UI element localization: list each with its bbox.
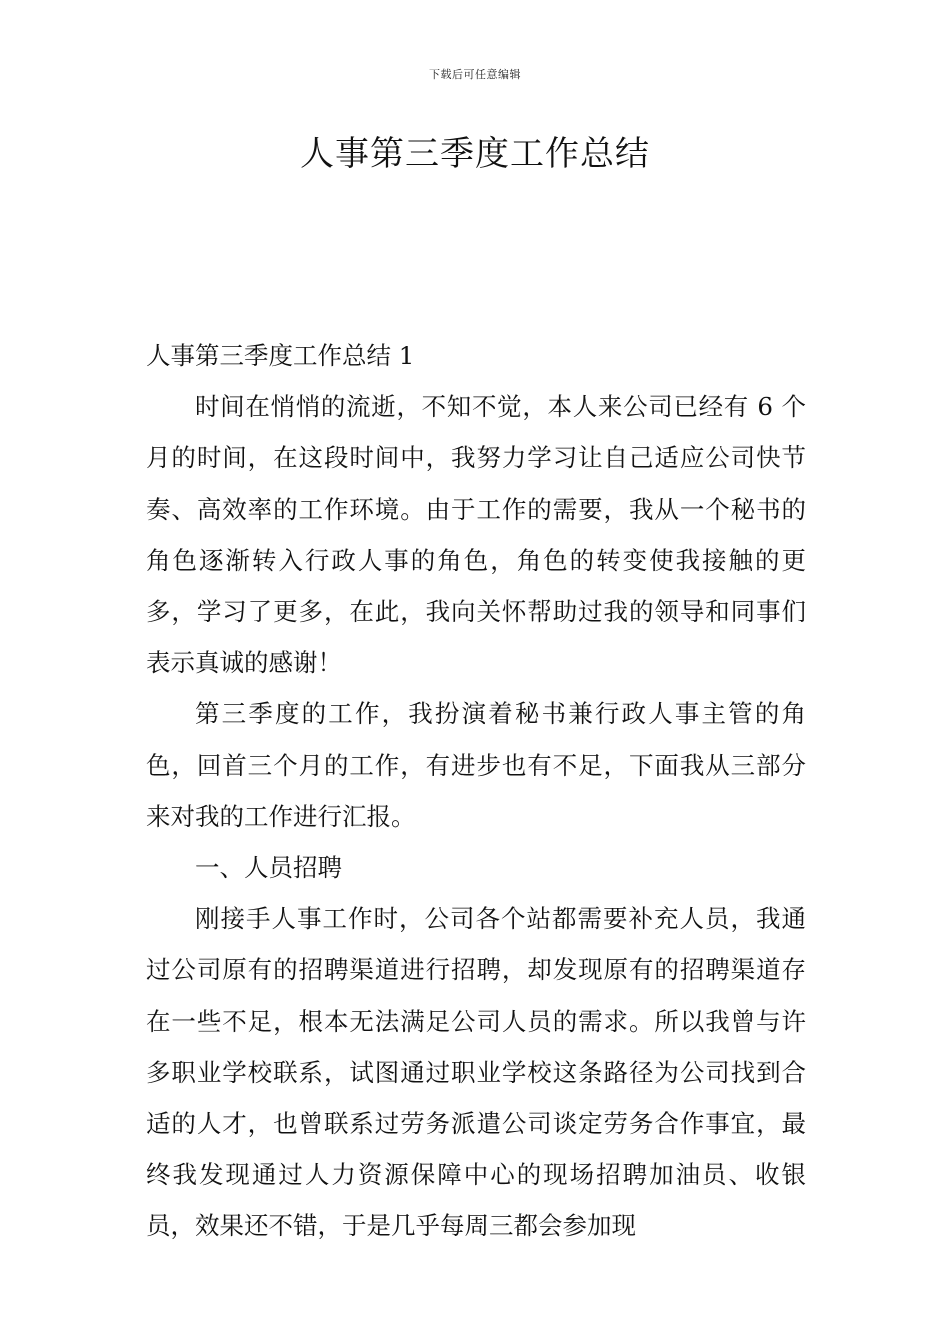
page-header-note: 下载后可任意编辑 [429,68,521,81]
subheading-recruitment: 一、人员招聘 [195,853,342,883]
document-body [146,330,806,1252]
paragraph-intro: 时间在悄悄的流逝，不知不觉，本人来公司已经有 6 个月的时间，在这段时间中，我努力学习让自己适应公司快节奏、高效率的工作环境。由于工作的需要，我从一个秘书的角色逐渐转入行政人事的角色，角色的转变使我接触的更多，学习了更多，在此，我向关怀帮助过我的领导和同事们表示真诚的感谢！ [146,392,806,678]
section-heading: 人事第三季度工作总结 1 [146,341,415,370]
document-title: 人事第三季度工作总结 [300,134,650,174]
paragraph-overview: 第三季度的工作，我扮演着秘书兼行政人事主管的角色，回首三个月的工作，有进步也有不足，下面我从三部分来对我的工作进行汇报。 [146,699,806,831]
paragraph-recruitment: 刚接手人事工作时，公司各个站都需要补充人员，我通过公司原有的招聘渠道进行招聘，却发现原有的招聘渠道存在一些不足，根本无法满足公司人员的需求。所以我曾与许多职业学校联系，试图通过职业学校这条路径为公司找到合适的人才，也曾联系过劳务派遣公司谈定劳务合作事宜，最终我发现通过人力资源保障中心的现场招聘加油员、收银员，效果还不错，于是几乎每周三都会参加现 [146,904,806,1241]
